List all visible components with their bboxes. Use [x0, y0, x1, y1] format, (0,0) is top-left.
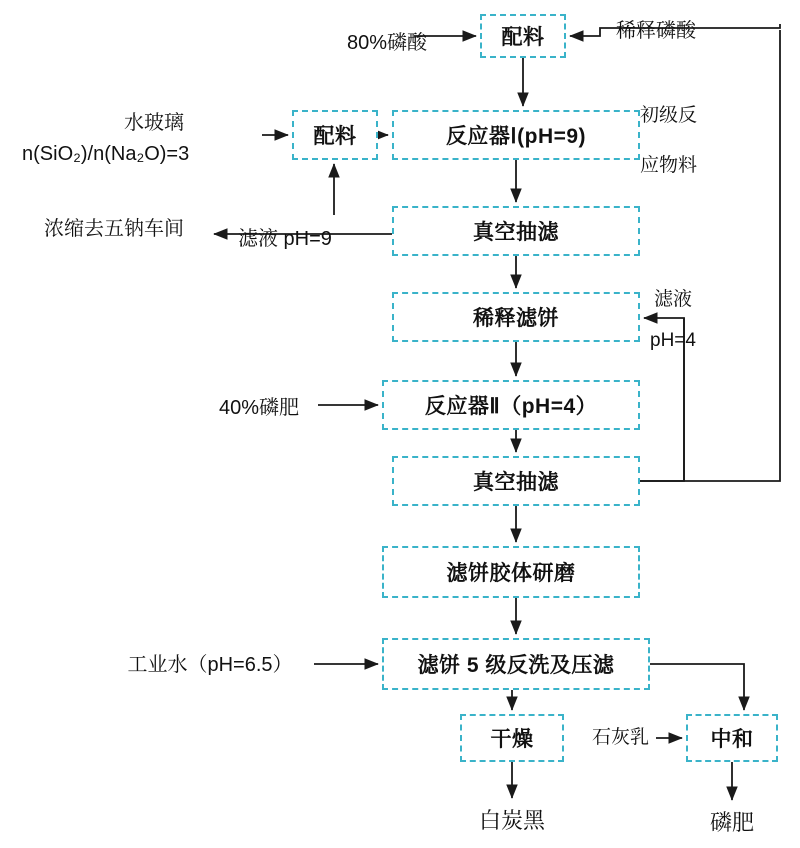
label-white-carbon-black: [460, 804, 564, 835]
label-phosphate-fertilizer-product: [692, 806, 772, 837]
box-label: 滤饼 5 级反洗及压滤: [417, 654, 615, 677]
box-batching-2[interactable]: [292, 110, 378, 160]
label-sio2-na2o-ratio: [22, 143, 272, 166]
box-label: 反应器Ⅱ（pH=4）: [424, 395, 598, 418]
box-reactor-2[interactable]: [382, 380, 640, 430]
label-text: 石灰乳: [592, 727, 650, 748]
label-text: 稀释磷酸: [616, 20, 696, 42]
box-label: 干燥: [490, 728, 534, 751]
label-text: 应物料: [640, 155, 698, 176]
label-filtrate-ph9: [238, 222, 368, 251]
box-label: 反应器Ⅰ(pH=9): [445, 125, 587, 148]
label-phosphate-fertilizer-40: [194, 391, 324, 420]
label-lime-milk: [592, 722, 682, 749]
box-colloid-grinding[interactable]: [382, 546, 640, 598]
label-text: 滤液: [654, 289, 693, 310]
box-label: 稀释滤饼: [473, 307, 559, 330]
label-primary-reaction-line2: [640, 150, 730, 177]
label-filtrate-ph4: [650, 330, 720, 352]
box-vacuum-filtration-1[interactable]: [392, 206, 640, 256]
label-phosphoric-acid-80: [322, 26, 452, 55]
label-text: 工业水（pH=6.5）: [127, 654, 293, 676]
box-label: 配料: [501, 26, 545, 49]
box-drying[interactable]: [460, 714, 564, 762]
label-text: 水玻璃: [124, 112, 184, 134]
box-label: 中和: [710, 728, 754, 751]
box-five-stage-washing[interactable]: [382, 638, 650, 690]
label-water-glass: [104, 106, 204, 135]
label-text: 滤液 pH=9: [238, 228, 332, 250]
box-vacuum-filtration-2[interactable]: [392, 456, 640, 506]
label-text: 白炭黑: [478, 808, 545, 833]
label-text: n(SiO₂)/n(Na₂O)=3: [22, 143, 190, 165]
box-dilute-filter-cake[interactable]: [392, 292, 640, 342]
box-label: 真空抽滤: [473, 471, 559, 494]
label-filtrate: [654, 284, 724, 311]
box-neutralization[interactable]: [686, 714, 778, 762]
label-text: 浓缩去五钠车间: [44, 218, 184, 240]
box-label: 配料: [313, 125, 357, 148]
label-industrial-water: [100, 648, 320, 677]
label-text: 磷肥: [709, 810, 754, 835]
box-batching-1[interactable]: [480, 14, 566, 58]
label-concentrate-to-workshop: [44, 212, 224, 241]
box-reactor-1[interactable]: [392, 110, 640, 160]
label-text: 80%磷酸: [346, 32, 428, 54]
label-text: pH=4: [650, 330, 696, 351]
box-label: 真空抽滤: [473, 221, 559, 244]
label-dilute-phosphoric-acid: [606, 14, 706, 43]
box-label: 滤饼胶体研磨: [446, 562, 576, 585]
label-text: 初级反: [640, 105, 698, 126]
label-text: 40%磷肥: [218, 397, 300, 419]
label-primary-reaction-line1: [640, 100, 730, 127]
